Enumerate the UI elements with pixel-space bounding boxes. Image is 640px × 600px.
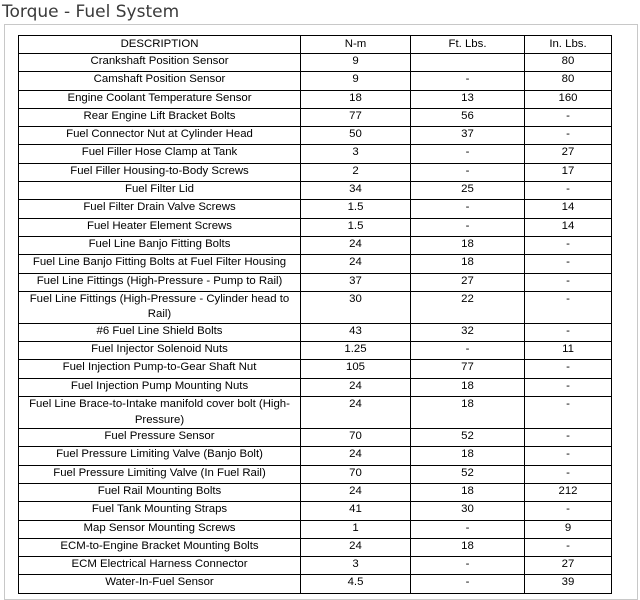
- cell-in-lbs: -: [525, 465, 612, 483]
- cell-ft-lbs: 18: [411, 447, 525, 465]
- cell-nm: 9: [301, 54, 411, 72]
- cell-nm: 1.25: [301, 342, 411, 360]
- cell-description: Crankshaft Position Sensor: [19, 54, 301, 72]
- cell-nm: 1.5: [301, 218, 411, 236]
- cell-in-lbs: 14: [525, 218, 612, 236]
- cell-ft-lbs: 77: [411, 360, 525, 378]
- table-row: [19, 236, 612, 254]
- cell-in-lbs: -: [525, 182, 612, 200]
- cell-description: Fuel Filter Lid: [19, 182, 301, 200]
- table-row: [19, 108, 612, 126]
- cell-description: Fuel Injector Solenoid Nuts: [19, 342, 301, 360]
- cell-description: Fuel Line Fittings (High-Pressure - Cylinder head to Rail): [19, 291, 301, 323]
- table-row: [19, 538, 612, 556]
- cell-description: ECM-to-Engine Bracket Mounting Bolts: [19, 538, 301, 556]
- cell-description: Fuel Filter Drain Valve Screws: [19, 200, 301, 218]
- cell-in-lbs: 212: [525, 483, 612, 501]
- table-row: [19, 378, 612, 396]
- cell-ft-lbs: 18: [411, 255, 525, 273]
- cell-ft-lbs: 30: [411, 502, 525, 520]
- cell-nm: 2: [301, 163, 411, 181]
- cell-nm: 24: [301, 447, 411, 465]
- cell-nm: 24: [301, 483, 411, 501]
- table-row: [19, 465, 612, 483]
- cell-ft-lbs: 18: [411, 236, 525, 254]
- cell-nm: 24: [301, 397, 411, 429]
- table-row: [19, 145, 612, 163]
- cell-nm: 41: [301, 502, 411, 520]
- cell-description: Fuel Line Banjo Fitting Bolts: [19, 236, 301, 254]
- cell-description: Fuel Pressure Limiting Valve (Banjo Bolt): [19, 447, 301, 465]
- cell-ft-lbs: -: [411, 520, 525, 538]
- cell-description: ECM Electrical Harness Connector: [19, 557, 301, 575]
- cell-in-lbs: 160: [525, 90, 612, 108]
- table-row: [19, 557, 612, 575]
- cell-nm: 70: [301, 465, 411, 483]
- cell-in-lbs: 11: [525, 342, 612, 360]
- cell-description: Fuel Tank Mounting Straps: [19, 502, 301, 520]
- cell-description: Fuel Rail Mounting Bolts: [19, 483, 301, 501]
- cell-nm: 24: [301, 236, 411, 254]
- cell-in-lbs: -: [525, 236, 612, 254]
- cell-ft-lbs: 18: [411, 483, 525, 501]
- column-header-nm: N-m: [301, 36, 411, 54]
- cell-in-lbs: 17: [525, 163, 612, 181]
- table-row: [19, 520, 612, 538]
- cell-in-lbs: -: [525, 378, 612, 396]
- cell-nm: 30: [301, 291, 411, 323]
- cell-nm: 9: [301, 72, 411, 90]
- cell-ft-lbs: 25: [411, 182, 525, 200]
- torque-table: [18, 35, 612, 594]
- cell-ft-lbs: 32: [411, 323, 525, 341]
- cell-description: Fuel Heater Element Screws: [19, 218, 301, 236]
- table-body: [19, 54, 612, 594]
- table-header-row: [19, 36, 612, 54]
- cell-ft-lbs: 18: [411, 378, 525, 396]
- table-row: [19, 447, 612, 465]
- table-row: [19, 200, 612, 218]
- column-header-description: DESCRIPTION: [19, 36, 301, 54]
- cell-ft-lbs: 18: [411, 397, 525, 429]
- cell-ft-lbs: -: [411, 575, 525, 593]
- cell-nm: 70: [301, 429, 411, 447]
- cell-nm: 4.5: [301, 575, 411, 593]
- cell-nm: 1: [301, 520, 411, 538]
- cell-description: Fuel Line Brace-to-Intake manifold cover bolt (High-Pressure): [19, 397, 301, 429]
- table-row: [19, 360, 612, 378]
- cell-ft-lbs: 56: [411, 108, 525, 126]
- table-row: [19, 273, 612, 291]
- cell-in-lbs: 80: [525, 72, 612, 90]
- cell-description: Fuel Pressure Limiting Valve (In Fuel Rail): [19, 465, 301, 483]
- cell-in-lbs: -: [525, 108, 612, 126]
- cell-ft-lbs: 52: [411, 429, 525, 447]
- cell-ft-lbs: 18: [411, 538, 525, 556]
- cell-ft-lbs: 52: [411, 465, 525, 483]
- table-row: [19, 255, 612, 273]
- cell-ft-lbs: -: [411, 145, 525, 163]
- cell-in-lbs: -: [525, 255, 612, 273]
- cell-in-lbs: 14: [525, 200, 612, 218]
- cell-nm: 34: [301, 182, 411, 200]
- cell-description: Fuel Line Fittings (High-Pressure - Pump to Rail): [19, 273, 301, 291]
- table-row: [19, 483, 612, 501]
- table-row: [19, 72, 612, 90]
- cell-description: Fuel Filler Housing-to-Body Screws: [19, 163, 301, 181]
- column-header-in-lbs: In. Lbs.: [525, 36, 612, 54]
- page-title: Torque - Fuel System: [2, 2, 180, 22]
- cell-description: #6 Fuel Line Shield Bolts: [19, 323, 301, 341]
- table-row: [19, 182, 612, 200]
- cell-nm: 3: [301, 145, 411, 163]
- table-row: [19, 502, 612, 520]
- cell-ft-lbs: -: [411, 218, 525, 236]
- table-row: [19, 342, 612, 360]
- cell-description: Fuel Injection Pump Mounting Nuts: [19, 378, 301, 396]
- table-row: [19, 54, 612, 72]
- table-row: [19, 291, 612, 323]
- cell-description: Water-In-Fuel Sensor: [19, 575, 301, 593]
- cell-description: Fuel Connector Nut at Cylinder Head: [19, 127, 301, 145]
- cell-ft-lbs: 22: [411, 291, 525, 323]
- table-row: [19, 163, 612, 181]
- table-row: [19, 429, 612, 447]
- cell-in-lbs: 39: [525, 575, 612, 593]
- cell-in-lbs: -: [525, 127, 612, 145]
- cell-ft-lbs: [411, 54, 525, 72]
- cell-description: Camshaft Position Sensor: [19, 72, 301, 90]
- cell-nm: 50: [301, 127, 411, 145]
- cell-in-lbs: 9: [525, 520, 612, 538]
- cell-ft-lbs: -: [411, 200, 525, 218]
- cell-description: Fuel Injection Pump-to-Gear Shaft Nut: [19, 360, 301, 378]
- cell-nm: 105: [301, 360, 411, 378]
- cell-nm: 1.5: [301, 200, 411, 218]
- cell-description: Engine Coolant Temperature Sensor: [19, 90, 301, 108]
- cell-in-lbs: -: [525, 447, 612, 465]
- cell-in-lbs: 27: [525, 145, 612, 163]
- cell-ft-lbs: 27: [411, 273, 525, 291]
- cell-description: Fuel Filler Hose Clamp at Tank: [19, 145, 301, 163]
- table-row: [19, 575, 612, 593]
- cell-nm: 24: [301, 538, 411, 556]
- cell-in-lbs: -: [525, 323, 612, 341]
- cell-in-lbs: -: [525, 273, 612, 291]
- cell-description: Fuel Pressure Sensor: [19, 429, 301, 447]
- column-header-ft-lbs: Ft. Lbs.: [411, 36, 525, 54]
- cell-ft-lbs: -: [411, 72, 525, 90]
- cell-description: Rear Engine Lift Bracket Bolts: [19, 108, 301, 126]
- cell-in-lbs: -: [525, 360, 612, 378]
- table-row: [19, 397, 612, 429]
- cell-ft-lbs: -: [411, 163, 525, 181]
- cell-ft-lbs: -: [411, 342, 525, 360]
- cell-nm: 24: [301, 255, 411, 273]
- cell-description: Map Sensor Mounting Screws: [19, 520, 301, 538]
- table-row: [19, 90, 612, 108]
- cell-nm: 43: [301, 323, 411, 341]
- table-row: [19, 218, 612, 236]
- cell-in-lbs: -: [525, 291, 612, 323]
- cell-ft-lbs: 37: [411, 127, 525, 145]
- cell-in-lbs: -: [525, 538, 612, 556]
- cell-in-lbs: -: [525, 397, 612, 429]
- cell-in-lbs: 27: [525, 557, 612, 575]
- cell-ft-lbs: -: [411, 557, 525, 575]
- cell-in-lbs: 80: [525, 54, 612, 72]
- table-row: [19, 127, 612, 145]
- cell-nm: 18: [301, 90, 411, 108]
- cell-nm: 37: [301, 273, 411, 291]
- table-row: [19, 323, 612, 341]
- cell-nm: 24: [301, 378, 411, 396]
- cell-description: Fuel Line Banjo Fitting Bolts at Fuel Filter Housing: [19, 255, 301, 273]
- cell-in-lbs: -: [525, 429, 612, 447]
- cell-ft-lbs: 13: [411, 90, 525, 108]
- cell-nm: 77: [301, 108, 411, 126]
- cell-in-lbs: -: [525, 502, 612, 520]
- cell-nm: 3: [301, 557, 411, 575]
